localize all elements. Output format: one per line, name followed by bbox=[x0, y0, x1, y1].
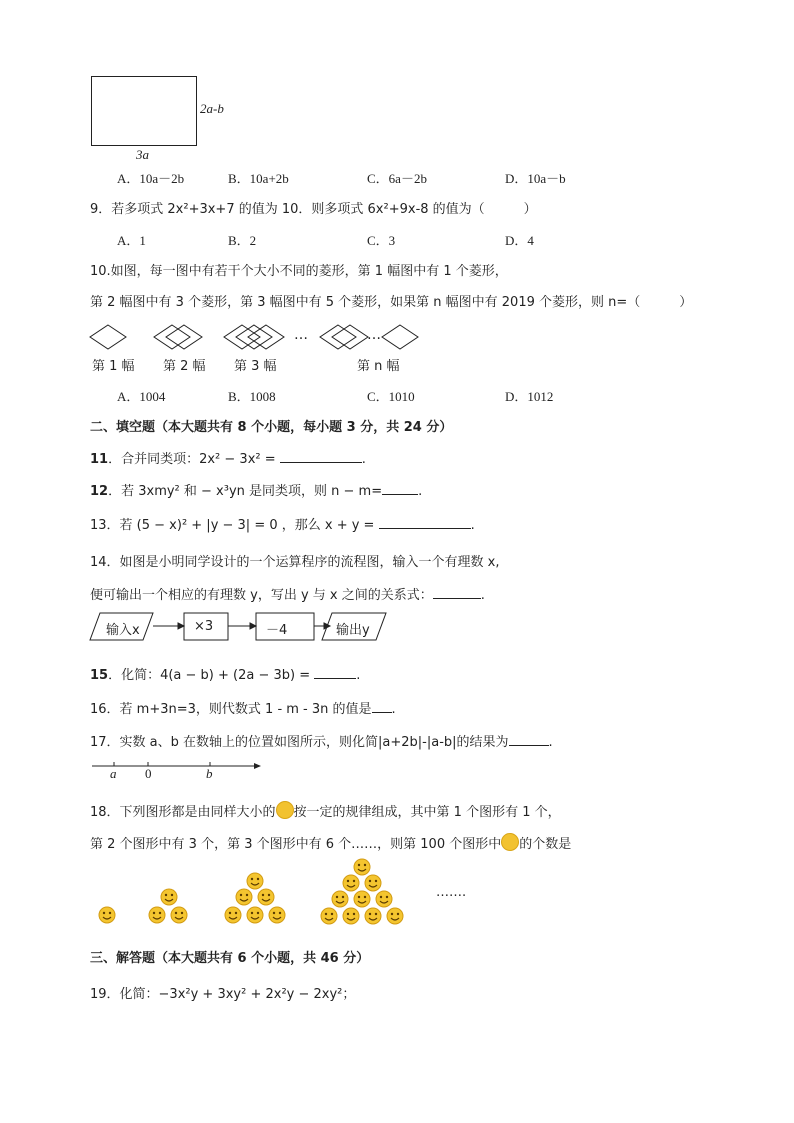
q10-option-c: C．1010 bbox=[367, 389, 415, 404]
rectangle-figure bbox=[91, 76, 197, 146]
axis-label-a: a bbox=[110, 766, 117, 781]
q8-option-c: C．6a－2b bbox=[367, 171, 427, 186]
rhombus-dots-2: … bbox=[367, 327, 381, 343]
caption-fig1: 第 1 幅 bbox=[92, 359, 135, 374]
flow-input-label: 输入x bbox=[106, 623, 140, 638]
q18-line2: 第 2 个图形中有 3 个，第 3 个图形中有 6 个……，则第 100 个图形中 的个数是 bbox=[90, 833, 571, 852]
section3-title: 三、解答题（本大题共有 6 个小题，共 46 分） bbox=[90, 951, 370, 966]
q10-line1: 10.如图，每一图中有若干个大小不同的菱形，第 1 幅图中有 1 个菱形， bbox=[90, 264, 508, 279]
rhombus-fig1 bbox=[90, 325, 126, 349]
q9-option-c: C．3 bbox=[367, 233, 396, 248]
smiley-figures bbox=[90, 850, 420, 930]
q10-option-b: B．1008 bbox=[228, 389, 276, 404]
q11: 11．合并同类项：2x² − 3x² = . bbox=[90, 452, 366, 467]
rhombus-dots-1: … bbox=[294, 327, 308, 343]
q17: 17．实数 a、b 在数轴上的位置如图所示，则化简|a+2b|-|a-b|的结果为 . bbox=[90, 735, 553, 750]
q13: 13．若 (5 − x)² + |y − 3| = 0 ，那么 x + y = . bbox=[90, 518, 475, 533]
q18-ellipsis: ……. bbox=[436, 885, 467, 900]
axis-label-b: b bbox=[206, 766, 213, 781]
flow-times3-label: ×3 bbox=[194, 619, 214, 634]
rhombus-fig3 bbox=[224, 325, 284, 349]
q14-line2: 便可输出一个相应的有理数 y，写出 y 与 x 之间的关系式： . bbox=[90, 588, 485, 603]
q18-line1: 18．下列图形都是由同样大小的 按一定的规律组成，其中第 1 个图形有 1 个， bbox=[90, 801, 561, 820]
q15: 15．化简：4(a − b) + (2a − 3b) = . bbox=[90, 668, 361, 683]
q14-line1: 14．如图是小明同学设计的一个运算程序的流程图，输入一个有理数 x, bbox=[90, 555, 500, 570]
caption-fign: 第 n 幅 bbox=[357, 359, 400, 374]
q8-option-a: A．10a－2b bbox=[117, 171, 185, 186]
q8-option-b: B．10a+2b bbox=[228, 171, 289, 186]
q12: 12．若 3xmy² 和 − x³yn 是同类项，则 n − m= . bbox=[90, 484, 423, 499]
q9-option-a: A．1 bbox=[117, 233, 146, 248]
rectangle-bottom-label: 3a bbox=[136, 147, 149, 162]
caption-fig2: 第 2 幅 bbox=[163, 359, 206, 374]
caption-fig3: 第 3 幅 bbox=[234, 359, 277, 374]
flow-output-label: 输出y bbox=[336, 623, 370, 638]
rhombus-fig2 bbox=[154, 325, 202, 349]
q9-option-b: B．2 bbox=[228, 233, 257, 248]
q19-text: 19．化简：−3x²y + 3xy² + 2x²y − 2xy²； bbox=[90, 987, 356, 1002]
q10-line2: 第 2 幅图中有 3 个菱形，第 3 幅图中有 5 个菱形，如果第 n 幅图中有 2019 个菱形，则 n=（ ） bbox=[90, 295, 693, 310]
smiley-icon bbox=[501, 833, 519, 851]
q8-option-d: D．10a－b bbox=[505, 171, 566, 186]
axis-label-0: 0 bbox=[145, 766, 152, 781]
q16: 16．若 m+3n=3，则代数式 1 - m - 3n 的值是 . bbox=[90, 702, 396, 717]
q9-option-d: D．4 bbox=[505, 233, 534, 248]
q9-text: 9．若多项式 2x²+3x+7 的值为 10．则多项式 6x²+9x-8 的值为（ ） bbox=[90, 202, 537, 217]
smiley-icon bbox=[276, 801, 294, 819]
flow-minus4-label: －4 bbox=[266, 623, 288, 638]
q10-option-a: A．1004 bbox=[117, 389, 166, 404]
rectangle-side-label: 2a-b bbox=[200, 101, 224, 116]
section2-title: 二、填空题（本大题共有 8 个小题，每小题 3 分，共 24 分） bbox=[90, 420, 453, 435]
q10-option-d: D．1012 bbox=[505, 389, 554, 404]
